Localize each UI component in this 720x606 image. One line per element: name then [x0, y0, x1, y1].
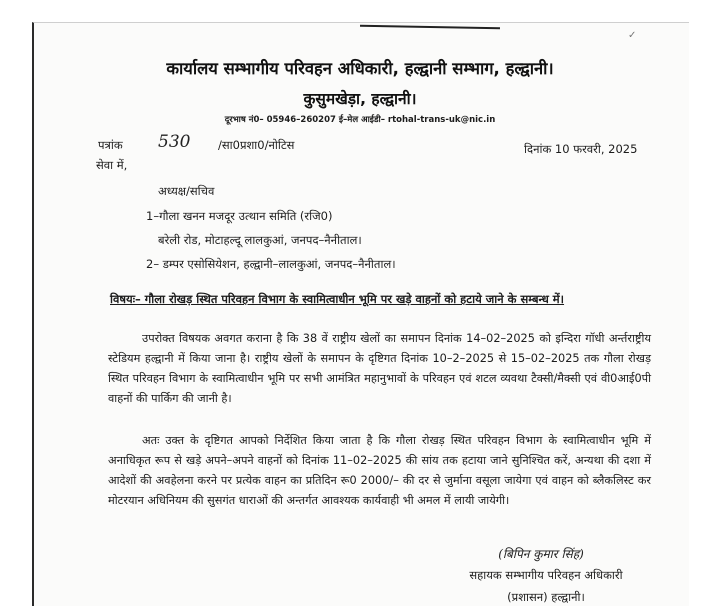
body-paragraph-1: उपरोक्त विषयक अवगत कराना है कि 38 वें राष्ट्रीय खेलों का समापन दिनांक 14–02–2025 को इन्दिरा गॉधी अर्न्तराष्ट्रीय स्टेडियम हल्द्वानी में किया जाना है। राष्ट्रीय खेलों के समापन के दृष्टिगत दिनांक 10–2–2025 से 15–02–2025 तक गौला रोखड़ स्थित परिवहन विभाग के स्वामित्वाधीन भूमि पर सभी आमंत्रित महानुभावों के परिवहन एवं शटल व्यवथा टैक्सी/मैक्सी एवं वी0आई0पी वाहनों की पार्किग की जानी है। [108, 332, 651, 405]
body-paragraph-2: अतः उक्त के दृष्टिगत आपको निर्देशित किया जाता है कि गौला रोखड़ स्थित परिवहन विभाग के स्वामित्वाधीन भूमि में अनाधिकृत रूप से खड़े अपने–अपने वाहनों को दिनांक 11–02–2025 की सांय तक हटाया जाने सुनिश्चित करें, अन्यथा की दशा में आदेशों की अवहेलना करने पर प्रत्येक वाहन का प्रतिदिन रू0 2000/– की दर से जुर्माना वसूला जायेगा एवं वाहन को ब्लैकलिस्ट कर मोटरयान अधिनियम की सुसगंत धाराओं की अन्तर्गत आवश्यक कार्यवाही भी अमल में लायी जायेगी। [108, 434, 651, 507]
addressee-line-2: बरेली रोड, मोटाहल्दू लालकुआं, जनपद–नैनीताल। [158, 233, 362, 247]
corner-tick-mark: ✓ [628, 30, 637, 41]
office-address: कुसुमखेड़ा, हल्द्वानी। [303, 90, 417, 108]
addressee-title: अध्यक्ष/सचिव [158, 184, 215, 198]
signature-name: (बिपिन कुमार सिंह) [498, 547, 584, 561]
office-title: कार्यालय सम्भागीय परिवहन अधिकारी, हल्द्वानी सम्भाग, हल्द्वानी। [166, 59, 554, 78]
ref-label: पत्रांक [98, 138, 123, 152]
contact-line: दूरभाष नं0– 05946–260207 ई–मेल आईडी– rtohal-trans-uk@nic.in [224, 115, 496, 125]
signatory-department: (प्रशासन) हल्द्वानी। [507, 590, 585, 604]
letter-page [32, 22, 689, 606]
signatory-designation: सहायक सम्भागीय परिवहन अधिकारी [469, 568, 623, 582]
letter-date: दिनांक 10 फरवरी, 2025 [524, 142, 638, 156]
addressee-line-1: 1–गौला खनन मजदूर उत्थान समिति (रजि0) [146, 209, 333, 223]
ref-suffix: /सा0प्रशा0/नोटिस [218, 138, 295, 152]
salutation-to: सेवा में, [96, 158, 128, 172]
addressee-line-3: 2– डम्पर एसोसियेशन, हल्द्वानी–लालकुआं, जनपद–नैनीताल। [146, 257, 396, 271]
subject-line: विषयः– गौला रोखड़ स्थित परिवहन विभाग के स्वामित्वाधीन भूमि पर खड़े वाहनों को हटाये जाने के सम्बन्ध में। [110, 292, 565, 306]
ref-number: 530 [158, 132, 191, 152]
